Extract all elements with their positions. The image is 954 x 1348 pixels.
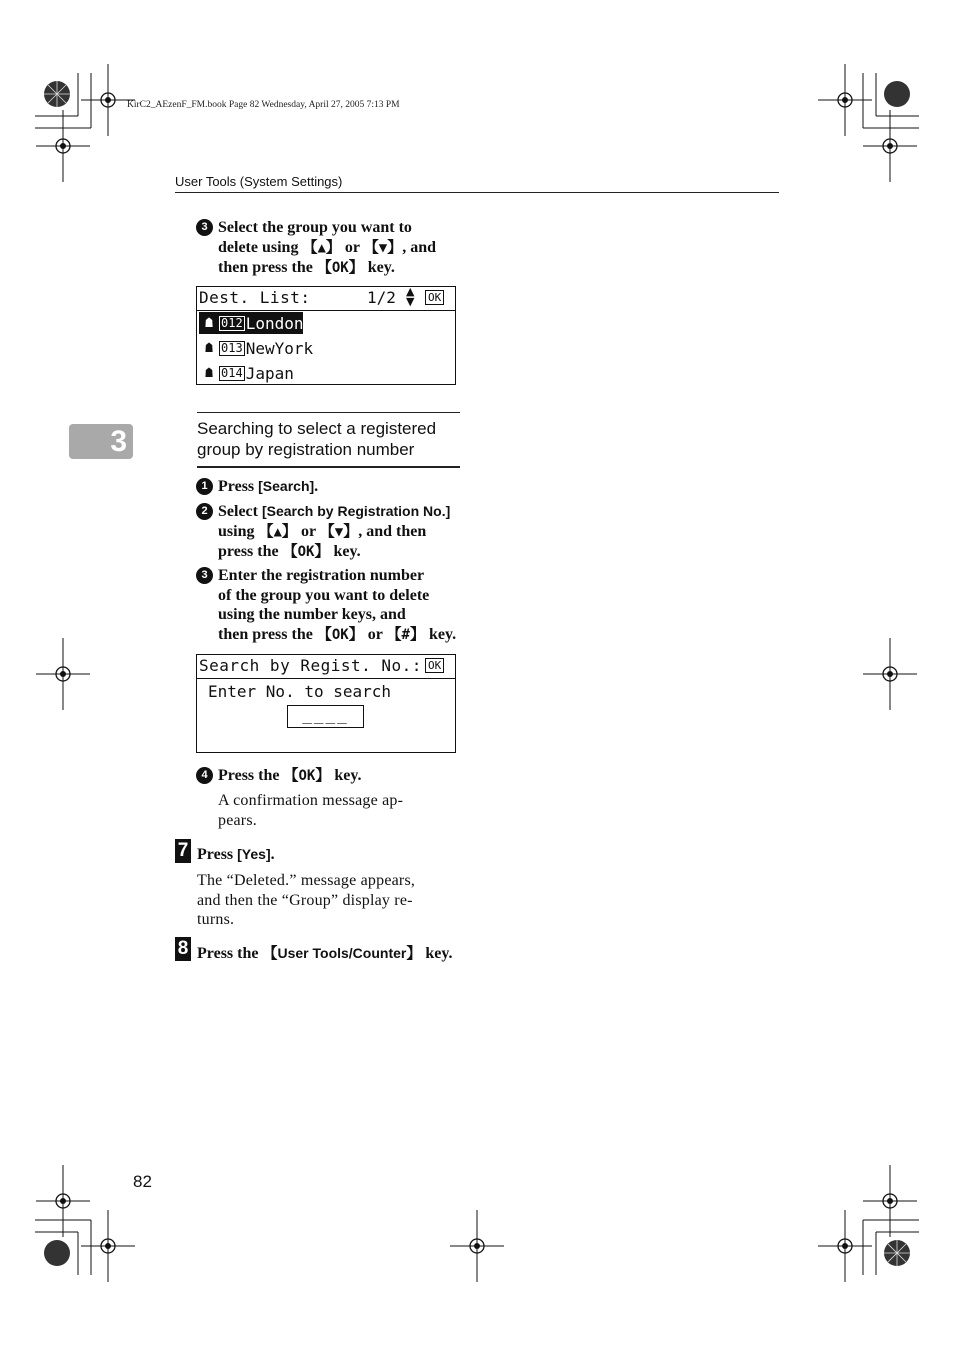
- bracket-close: 】: [348, 624, 364, 643]
- bracket-open: 【: [386, 624, 402, 643]
- group-name: London: [245, 313, 304, 333]
- step-text: key.: [329, 543, 361, 561]
- lcd-ok-key: OK: [425, 658, 444, 673]
- bracket-open: 【: [316, 624, 332, 643]
- step-text: key.: [330, 767, 362, 784]
- down-arrow-key: ▼: [334, 523, 344, 540]
- lcd-page: 1/2: [367, 288, 396, 307]
- step-text: key.: [421, 945, 453, 962]
- step-text: then press the: [218, 259, 317, 277]
- bracket-open: 【: [282, 542, 298, 561]
- step-number: 3: [196, 219, 213, 236]
- step-line: [218, 542, 460, 563]
- step-line: [218, 625, 460, 646]
- bracket-close: 】: [281, 521, 297, 540]
- step-body: [197, 871, 460, 930]
- step-line: Enter the registration number: [218, 567, 425, 584]
- group-icon: ☗: [205, 315, 213, 331]
- lcd-field-placeholder: ____: [302, 705, 349, 724]
- bracket-close: 】: [325, 237, 341, 256]
- step-enter-registration-number: [201, 566, 460, 645]
- up-arrow-key: ▲: [317, 239, 326, 256]
- step-text: or: [296, 522, 320, 540]
- bracket-open: 【: [316, 258, 332, 277]
- registration-number: 013: [221, 340, 243, 355]
- bracket-close: 】: [348, 258, 364, 277]
- step-line: Select the group you want to: [218, 219, 412, 236]
- step-number: 3: [196, 567, 213, 584]
- chapter-tab: [69, 424, 133, 459]
- step-text: Press: [197, 846, 238, 863]
- body-line: and then the “Group” display re-: [197, 891, 413, 909]
- step-text: delete using: [218, 238, 303, 256]
- lcd-search-by-regist: [196, 654, 456, 753]
- bracket-close: 】: [406, 944, 422, 962]
- step-select-group: [201, 218, 460, 279]
- note-line: pears.: [218, 811, 257, 829]
- step-line: [218, 258, 460, 279]
- step-text: key.: [363, 259, 395, 277]
- page-number: 82: [133, 1172, 152, 1191]
- step-text: then press the: [218, 625, 317, 643]
- step-text: Press the: [218, 767, 284, 784]
- lcd-list-item: [199, 362, 294, 384]
- step-number-badge: 7: [175, 839, 191, 863]
- search-by-registration-key: [Search by Registration No.]: [261, 503, 451, 519]
- step-text: , and then: [358, 522, 427, 540]
- scroll-updown-icon: ▲ ▼: [406, 285, 415, 308]
- group-name: NewYork: [245, 338, 314, 358]
- section-rule-top: [197, 412, 460, 413]
- lcd-list-item: [199, 312, 303, 334]
- step-text: press the: [218, 543, 283, 561]
- step-text: .: [314, 478, 319, 495]
- lcd-title: Search by Regist. No.:: [199, 656, 422, 675]
- lcd-title: Dest. List:: [199, 288, 311, 307]
- step-text: Select: [218, 503, 262, 520]
- ok-key: OK: [331, 626, 349, 643]
- ok-key: OK: [331, 260, 349, 277]
- step-text: key.: [425, 625, 457, 643]
- bracket-close: 】: [343, 521, 359, 540]
- section-title: [197, 418, 460, 460]
- step-press-ok: [201, 766, 460, 787]
- bracket-open: 【: [283, 766, 299, 784]
- file-meta: KirC2_AEzenF_FM.book Page 82 Wednesday, April 27, 2005 7:13 PM: [127, 100, 400, 110]
- step-line: using the number keys, and: [218, 606, 406, 624]
- step-line: of the group you want to delete: [218, 586, 430, 604]
- section-rule-bottom: [197, 466, 460, 468]
- lcd-title-row: [197, 655, 455, 679]
- group-name: Japan: [245, 363, 294, 383]
- lcd-list-item: [199, 337, 313, 359]
- lcd-prompt: Enter No. to search: [208, 682, 392, 701]
- step-number: 1: [196, 478, 213, 495]
- bracket-close: 】: [387, 237, 403, 256]
- bracket-close: 】: [314, 542, 330, 561]
- step-number-badge: 8: [175, 937, 191, 961]
- registration-number: 012: [221, 315, 243, 330]
- section-title-line: group by registration number: [197, 440, 415, 459]
- bracket-open: 【: [302, 237, 318, 256]
- bracket-open: 【: [363, 237, 379, 256]
- bracket-open: 【: [258, 521, 274, 540]
- step-text: or: [363, 625, 387, 643]
- step-text: Press: [218, 478, 259, 495]
- bracket-open: 【: [262, 944, 278, 962]
- step-number: 4: [196, 767, 213, 784]
- bracket-close: 】: [315, 766, 331, 784]
- section-title-line: Searching to select a registered: [197, 419, 437, 438]
- ok-key: OK: [298, 768, 316, 784]
- lcd-dest-list: [196, 286, 456, 385]
- yes-key: [Yes]: [237, 846, 271, 862]
- bracket-open: 【: [319, 521, 335, 540]
- lcd-number-field: [287, 705, 364, 728]
- search-key: [Search]: [258, 478, 315, 494]
- body-line: turns.: [197, 911, 235, 929]
- user-tools-counter-key: User Tools/Counter: [277, 945, 407, 961]
- step-line: [218, 238, 460, 259]
- step-line: [218, 502, 460, 522]
- step-text: Press the: [197, 945, 263, 962]
- step-text: .: [270, 846, 275, 863]
- step-note: [218, 791, 460, 830]
- hash-key: #: [401, 626, 410, 643]
- body-line: The “Deleted.” message appears,: [197, 872, 416, 889]
- step-press-search: [201, 477, 460, 497]
- lcd-title-row: [197, 287, 455, 311]
- running-head: User Tools (System Settings): [175, 174, 343, 189]
- registration-number: 014: [221, 365, 243, 380]
- step-press-user-tools: [197, 944, 477, 964]
- step-press-yes: [197, 845, 460, 865]
- step-number: 2: [196, 503, 213, 520]
- step-text: using: [218, 522, 259, 540]
- lcd-ok-key: OK: [425, 290, 444, 305]
- note-line: A confirmation message ap-: [218, 792, 404, 809]
- down-arrow-key: ▼: [378, 239, 388, 256]
- up-arrow-key: ▲: [273, 523, 282, 540]
- ok-key: OK: [297, 544, 315, 561]
- bracket-close: 】: [409, 624, 425, 643]
- step-text: , and: [402, 238, 436, 256]
- group-icon: ☗: [205, 365, 213, 381]
- chapter-number: 3: [110, 425, 127, 458]
- step-select-search-by-reg: [201, 502, 460, 563]
- header-rule: [175, 192, 779, 193]
- step-text: or: [340, 238, 364, 256]
- group-icon: ☗: [205, 340, 213, 356]
- step-line: [218, 522, 460, 543]
